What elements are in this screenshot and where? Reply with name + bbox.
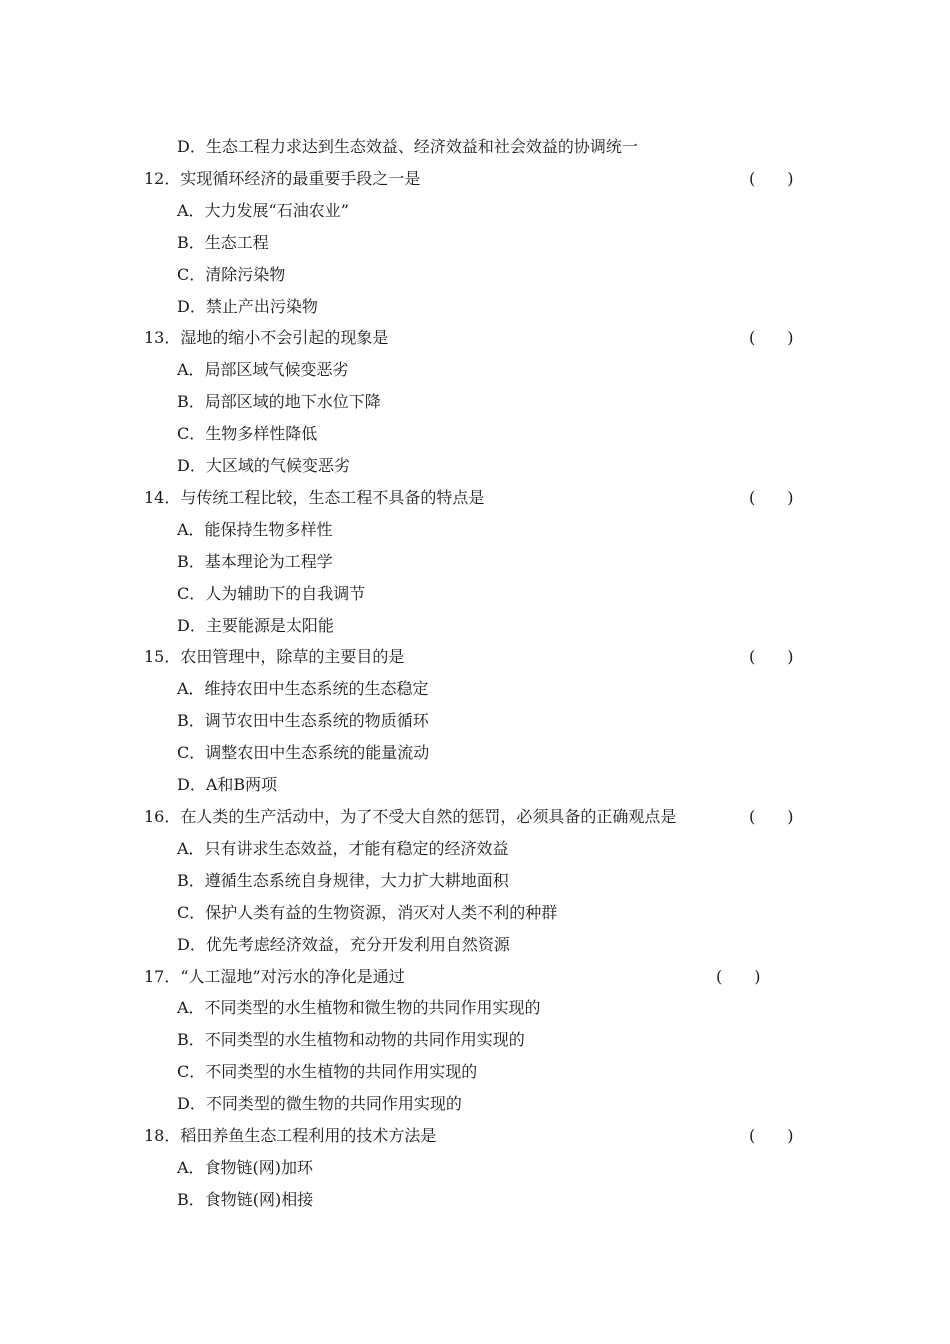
option-13-d: D．大区域的气候变恶劣 — [177, 456, 350, 475]
option-16-b: B．遵循生态系统自身规律，大力扩大耕地面积 — [177, 871, 509, 890]
answer-bracket-14: ( ) — [749, 488, 794, 507]
option-14-d: D．主要能源是太阳能 — [177, 616, 334, 635]
option-15-a: A．维持农田中生态系统的生态稳定 — [177, 679, 429, 698]
answer-bracket-18: ( ) — [749, 1126, 794, 1145]
question-15-stem: 15．农田管理中，除草的主要目的是 — [144, 647, 405, 666]
option-16-d: D．优先考虑经济效益，充分开发利用自然资源 — [177, 935, 510, 954]
option-16-c: C．保护人类有益的生物资源，消灭对人类不利的种群 — [177, 903, 558, 922]
option-18-b: B．食物链(网)相接 — [177, 1190, 314, 1209]
question-18-stem: 18．稻田养鱼生态工程利用的技术方法是 — [144, 1126, 437, 1145]
question-12-stem: 12．实现循环经济的最重要手段之一是 — [144, 169, 421, 188]
question-13-stem: 13．湿地的缩小不会引起的现象是 — [144, 328, 389, 347]
option-12-c: C．清除污染物 — [177, 265, 286, 284]
option-17-c: C．不同类型的水生植物的共同作用实现的 — [177, 1062, 478, 1081]
option-13-a: A．局部区域气候变恶劣 — [177, 360, 349, 379]
option-15-b: B．调节农田中生态系统的物质循环 — [177, 711, 429, 730]
answer-bracket-17: ( ) — [716, 967, 761, 986]
option-11-d: D．生态工程力求达到生态效益、经济效益和社会效益的协调统一 — [177, 137, 638, 156]
option-17-a: A．不同类型的水生植物和微生物的共同作用实现的 — [177, 998, 541, 1017]
option-15-d: D．A和B两项 — [177, 775, 278, 794]
option-12-d: D．禁止产出污染物 — [177, 297, 318, 316]
option-17-b: B．不同类型的水生植物和动物的共同作用实现的 — [177, 1030, 525, 1049]
option-14-c: C．人为辅助下的自我调节 — [177, 584, 366, 603]
question-14-stem: 14．与传统工程比较，生态工程不具备的特点是 — [144, 488, 485, 507]
option-14-a: A．能保持生物多样性 — [177, 520, 333, 539]
option-14-b: B．基本理论为工程学 — [177, 552, 333, 571]
question-16-stem: 16．在人类的生产活动中，为了不受大自然的惩罚，必须具备的正确观点是 — [144, 807, 677, 826]
question-17-stem: 17．“人工湿地”对污水的净化是通过 — [144, 967, 405, 986]
option-17-d: D．不同类型的微生物的共同作用实现的 — [177, 1094, 462, 1113]
answer-bracket-15: ( ) — [749, 647, 794, 666]
answer-bracket-16: ( ) — [749, 807, 794, 826]
option-16-a: A．只有讲求生态效益，才能有稳定的经济效益 — [177, 839, 509, 858]
option-15-c: C．调整农田中生态系统的能量流动 — [177, 743, 430, 762]
option-12-b: B．生态工程 — [177, 233, 269, 252]
answer-bracket-13: ( ) — [749, 328, 794, 347]
option-13-b: B．局部区域的地下水位下降 — [177, 392, 381, 411]
answer-bracket-12: ( ) — [749, 169, 794, 188]
option-13-c: C．生物多样性降低 — [177, 424, 318, 443]
option-12-a: A．大力发展“石油农业” — [177, 201, 349, 220]
option-18-a: A．食物链(网)加环 — [177, 1158, 314, 1177]
